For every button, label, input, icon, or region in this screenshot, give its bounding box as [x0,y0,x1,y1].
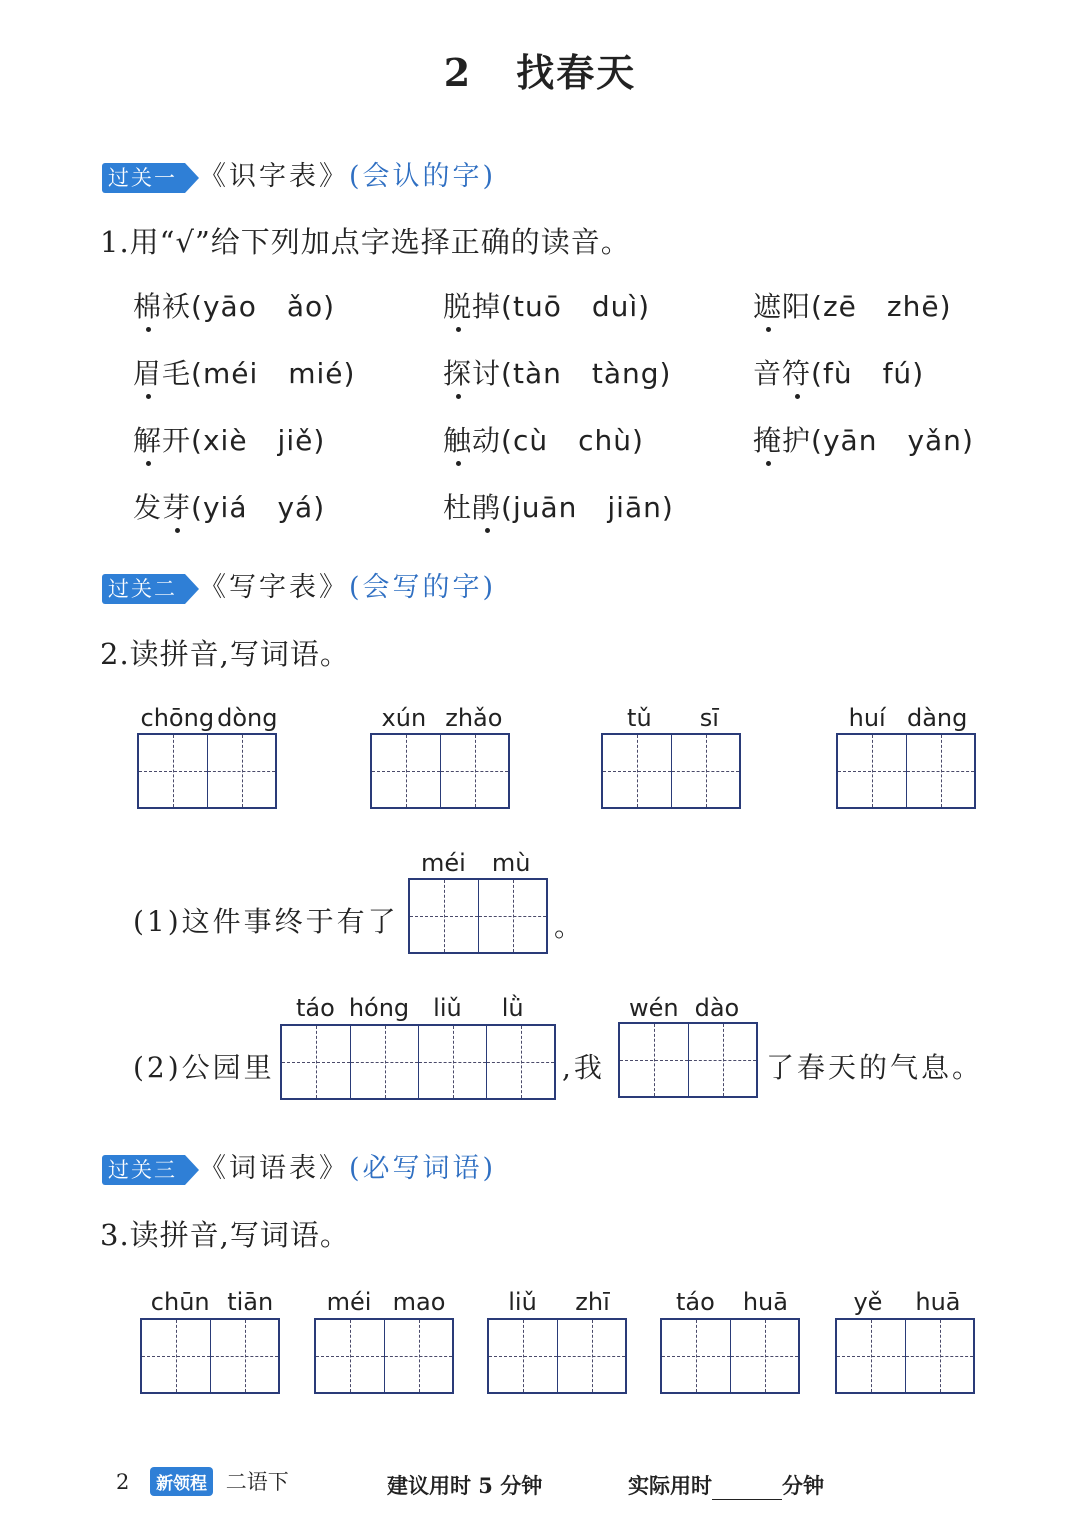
section3-word-pinyin [489,1288,629,1316]
reading-item [753,352,924,392]
pinyin-syllable: chōng [140,704,215,732]
pinyin-syllable: tiān [227,1288,274,1316]
section3-word-answer-grid[interactable] [314,1318,454,1394]
pinyin-syllable: dàng [906,704,968,732]
reading-option[interactable]: yǎn [907,424,962,457]
reading-item [443,419,644,459]
close-paren: ) [323,290,336,323]
sentence1-answer-grid[interactable] [408,878,548,954]
reading-option[interactable]: xiè [202,424,248,457]
question-1: 1.用“√”给下列加点字选择正确的读音。 [100,225,631,259]
section1-badge: 过关一 [102,161,199,191]
reading-option[interactable]: fú [882,357,913,390]
reading-option[interactable]: méi [202,357,259,390]
grid-cell[interactable] [384,1320,452,1392]
reading-option[interactable]: jiān [607,491,662,524]
close-paren: ) [661,491,674,524]
open-paren: ( [191,491,203,524]
reading-item [443,486,674,526]
suggested-time: 建议用时 5 分钟 [387,1473,543,1498]
open-paren: ( [501,491,513,524]
open-paren: ( [811,357,823,390]
page-number: 2 [116,1470,130,1494]
section1-paren: (会认的字) [349,161,497,192]
section2-word-pinyin [603,704,743,732]
grid-cell[interactable] [207,735,275,807]
reading-option[interactable]: fù [822,357,853,390]
grid-cell[interactable] [620,1024,688,1096]
open-paren: ( [811,424,823,457]
dotted-char: 触 [443,424,473,457]
pinyin-syllable: huā [742,1288,788,1316]
close-paren: ) [632,424,644,457]
close-paren: ) [961,424,974,457]
reading-item [133,285,335,325]
reading-item [133,419,325,459]
pinyin-syllable: tǔ [627,704,652,732]
reading-option[interactable]: tuō [512,290,562,323]
close-paren: ) [343,357,356,390]
pinyin-syllable: dòng [217,704,278,732]
reading-option[interactable]: zhē [886,290,940,323]
pinyin-syllable: méi [326,1288,372,1316]
reading-option[interactable]: tàng [591,357,660,390]
section3-badge: 过关三 [102,1153,199,1183]
open-paren: ( [501,424,513,457]
sentence2-mid: ,我 [562,1051,605,1084]
grid-cell[interactable] [557,1320,625,1392]
dotted-char: 眉 [133,357,163,390]
section3-word-answer-grid[interactable] [660,1318,800,1394]
actual-time-label: 实际用时 [628,1473,712,1498]
footer-left [116,1466,289,1496]
grid-cell[interactable] [489,1320,557,1392]
dotted-char: 掩 [753,424,783,457]
grade-label: 二语下 [225,1470,289,1494]
sentence1-pinyin: méi mù [421,849,531,877]
pinyin-syllable: táo [676,1288,715,1316]
section2-word-answer-grid[interactable] [137,733,277,809]
open-paren: ( [811,290,823,323]
section2-paren: (会写的字) [349,572,497,603]
section2-word-pinyin [838,704,978,732]
section3-word-answer-grid[interactable] [140,1318,280,1394]
sentence2-end: 了春天的气息。 [766,1051,984,1084]
reading-item [133,352,355,392]
page-title [0,42,1080,97]
reading-option[interactable]: tàn [512,357,562,390]
reading-item [443,352,671,392]
open-paren: ( [191,357,203,390]
grid-cell[interactable] [282,1026,350,1098]
section2-book: 《写字表》 [199,572,349,603]
section2-word-answer-grid[interactable] [601,733,741,809]
reading-option[interactable]: yān [822,424,878,457]
dotted-char: 脱 [443,290,473,323]
reading-item [753,285,952,325]
grid-cell[interactable] [440,735,508,807]
sentence2-pinyin2: wén dào [629,994,740,1022]
pinyin-syllable: huí [848,704,886,732]
dotted-char: 棉 [133,290,163,323]
grid-cell[interactable] [905,1320,973,1392]
dotted-char: 解 [133,424,163,457]
section2-header [102,565,496,604]
sentence1-label: (1)这件事终于有了 [133,905,399,938]
word-char: 毛 [162,357,192,390]
grid-cell[interactable] [486,1026,554,1098]
pinyin-syllable: zhǎo [445,704,503,732]
word-char: 护 [782,424,812,457]
sentence2-pinyin1: táo hóng liǔ lǜ [296,994,524,1022]
brand-logo: 新领程 [150,1467,213,1496]
pinyin-syllable: huā [915,1288,961,1316]
reading-option[interactable]: chù [578,424,632,457]
section2-word-pinyin [372,704,512,732]
pinyin-syllable: zhī [575,1288,610,1316]
reading-option[interactable]: yá [277,491,314,524]
word-char: 掉 [472,290,502,323]
word-char: 袄 [162,290,192,323]
grid-cell[interactable] [662,1320,730,1392]
reading-option[interactable]: mié [288,357,344,390]
section3-word-pinyin [837,1288,977,1316]
grid-cell[interactable] [418,1026,486,1098]
section2-word-pinyin [139,704,279,732]
dotted-char: 探 [443,357,473,390]
word-char: 阳 [782,290,812,323]
grid-cell[interactable] [350,1026,418,1098]
word-char: 开 [162,424,192,457]
word-char: 音 [753,357,783,390]
reading-item [753,419,974,459]
grid-cell[interactable] [730,1320,798,1392]
dotted-char: 芽 [162,491,192,524]
section2-word-answer-grid[interactable] [370,733,510,809]
grid-cell[interactable] [906,735,974,807]
close-paren: ) [659,357,672,390]
pinyin-syllable: xún [381,704,427,732]
word-char: 杜 [443,491,473,524]
sentence2-label: (2)公园里 [133,1051,275,1084]
grid-cell[interactable] [372,735,440,807]
section3-word-pinyin [662,1288,802,1316]
dotted-char: 鹃 [472,491,502,524]
section3-book: 《词语表》 [199,1153,349,1184]
grid-cell[interactable] [688,1024,756,1096]
open-paren: ( [191,424,203,457]
section3-word-answer-grid[interactable] [835,1318,975,1394]
sentence2-answer-grid-1[interactable] [280,1024,556,1100]
section2-word-answer-grid[interactable] [836,733,976,809]
grid-cell[interactable] [410,880,478,952]
reading-option[interactable]: juān [512,491,578,524]
grid-cell[interactable] [139,735,207,807]
close-paren: ) [939,290,952,323]
pinyin-syllable: liǔ [508,1288,537,1316]
reading-item [443,285,650,325]
word-char: 动 [472,424,502,457]
section3-word-answer-grid[interactable] [487,1318,627,1394]
close-paren: ) [912,357,925,390]
actual-time [628,1470,824,1500]
sentence2-answer-grid-2[interactable] [618,1022,758,1098]
reading-item [133,486,325,526]
lesson-number: 2 [443,50,473,95]
dotted-char: 符 [782,357,812,390]
grid-cell[interactable] [671,735,739,807]
open-paren: ( [191,290,203,323]
question-3: 3.读拼音,写词语。 [100,1218,350,1252]
reading-option[interactable]: ǎo [286,290,324,323]
pinyin-syllable: mao [392,1288,446,1316]
grid-cell[interactable] [210,1320,278,1392]
pinyin-syllable: sī [699,704,719,732]
section3-word-pinyin [316,1288,456,1316]
close-paren: ) [638,290,651,323]
dotted-char: 遮 [753,290,783,323]
section3-word-pinyin [142,1288,282,1316]
reading-option[interactable]: duì [591,290,639,323]
actual-time-unit: 分钟 [782,1473,824,1498]
section1-book: 《识字表》 [199,161,349,192]
section1-header [102,154,496,193]
grid-cell[interactable] [838,735,906,807]
section2-badge: 过关二 [102,572,199,602]
sentence1-end: 。 [554,910,586,943]
pinyin-syllable: yě [853,1288,883,1316]
reading-option[interactable]: yiá [202,491,248,524]
grid-cell[interactable] [478,880,546,952]
pinyin-syllable: chūn [150,1288,210,1316]
reading-option[interactable]: jiě [277,424,314,457]
grid-cell[interactable] [603,735,671,807]
grid-cell[interactable] [837,1320,905,1392]
grid-cell[interactable] [316,1320,384,1392]
open-paren: ( [501,290,513,323]
close-paren: ) [313,424,326,457]
open-paren: ( [501,357,513,390]
section3-paren: (必写词语) [349,1153,497,1184]
word-char: 讨 [472,357,502,390]
reading-option[interactable]: zē [822,290,857,323]
reading-option[interactable]: cù [512,424,549,457]
actual-time-blank[interactable] [712,1477,782,1500]
question-2: 2.读拼音,写词语。 [100,637,350,671]
word-char: 发 [133,491,163,524]
reading-option[interactable]: yāo [202,290,257,323]
lesson-title: 找春天 [516,50,637,95]
grid-cell[interactable] [142,1320,210,1392]
close-paren: ) [313,491,326,524]
section3-header [102,1146,496,1185]
